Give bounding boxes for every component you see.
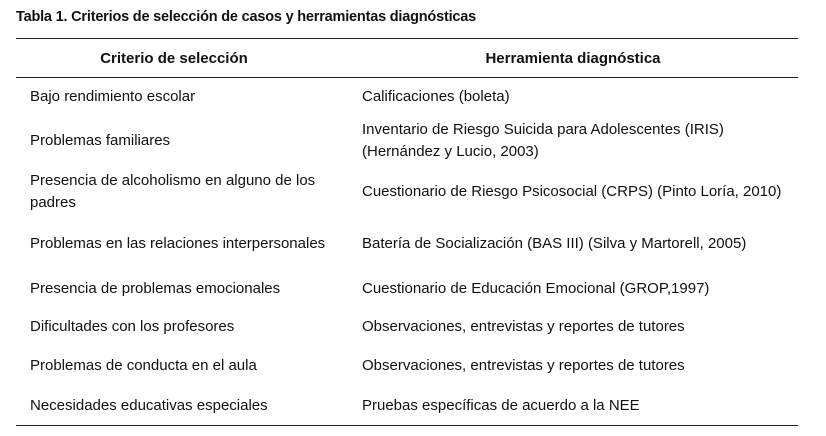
criterion-cell: Problemas en las relaciones interpersonales (30, 234, 326, 252)
table-row (16, 308, 798, 346)
column-header-criterion: Criterio de selección (16, 39, 348, 78)
table-row (16, 167, 798, 217)
tool-cell: Pruebas específicas de acuerdo a la NEE (348, 386, 798, 426)
tool-cell: Inventario de Riesgo Suicida para Adolescentes (IRIS) (Hernández y Lucio, 2003) (362, 121, 724, 160)
table-row (16, 346, 798, 386)
table-header (16, 39, 798, 78)
tool-cell: Calificaciones (boleta) (362, 87, 510, 105)
tool-cell: Observaciones, entrevistas y reportes de tutores (362, 318, 685, 335)
header-row (16, 39, 798, 78)
table-caption: Tabla 1. Criterios de selección de casos y herramientas diagnósticas (16, 9, 476, 25)
tool-cell: Cuestionario de Educación Emocional (GROP,1997) (362, 280, 710, 297)
table-row (16, 115, 798, 167)
criterion-cell: Problemas de conducta en el aula (30, 357, 257, 374)
criterion-cell: Problemas familiares (30, 132, 171, 149)
criteria-table (16, 38, 798, 426)
tool-cell: Cuestionario de Riesgo Psicosocial (CRPS) (Pinto Loría, 2010) (362, 183, 782, 200)
criterion-cell: Dificultades con los profesores (30, 318, 235, 335)
tool-cell: Observaciones, entrevistas y reportes de tutores (362, 357, 685, 374)
table-row (16, 217, 798, 270)
tool-cell: Batería de Socialización (BAS III) (Silva y Martorell, 2005) (362, 234, 747, 252)
criterion-cell: Presencia de problemas emocionales (30, 280, 281, 297)
table-row (16, 386, 798, 426)
table-row (16, 78, 798, 116)
table-row (16, 270, 798, 308)
criterion-cell: Necesidades educativas especiales (16, 386, 348, 426)
column-header-tool: Herramienta diagnóstica (348, 39, 798, 78)
criterion-cell: Bajo rendimiento escolar (30, 87, 196, 105)
table-body (16, 78, 798, 426)
criterion-cell: Presencia de alcoholismo en alguno de los padres (30, 172, 316, 211)
criteria-table-container (16, 38, 798, 426)
